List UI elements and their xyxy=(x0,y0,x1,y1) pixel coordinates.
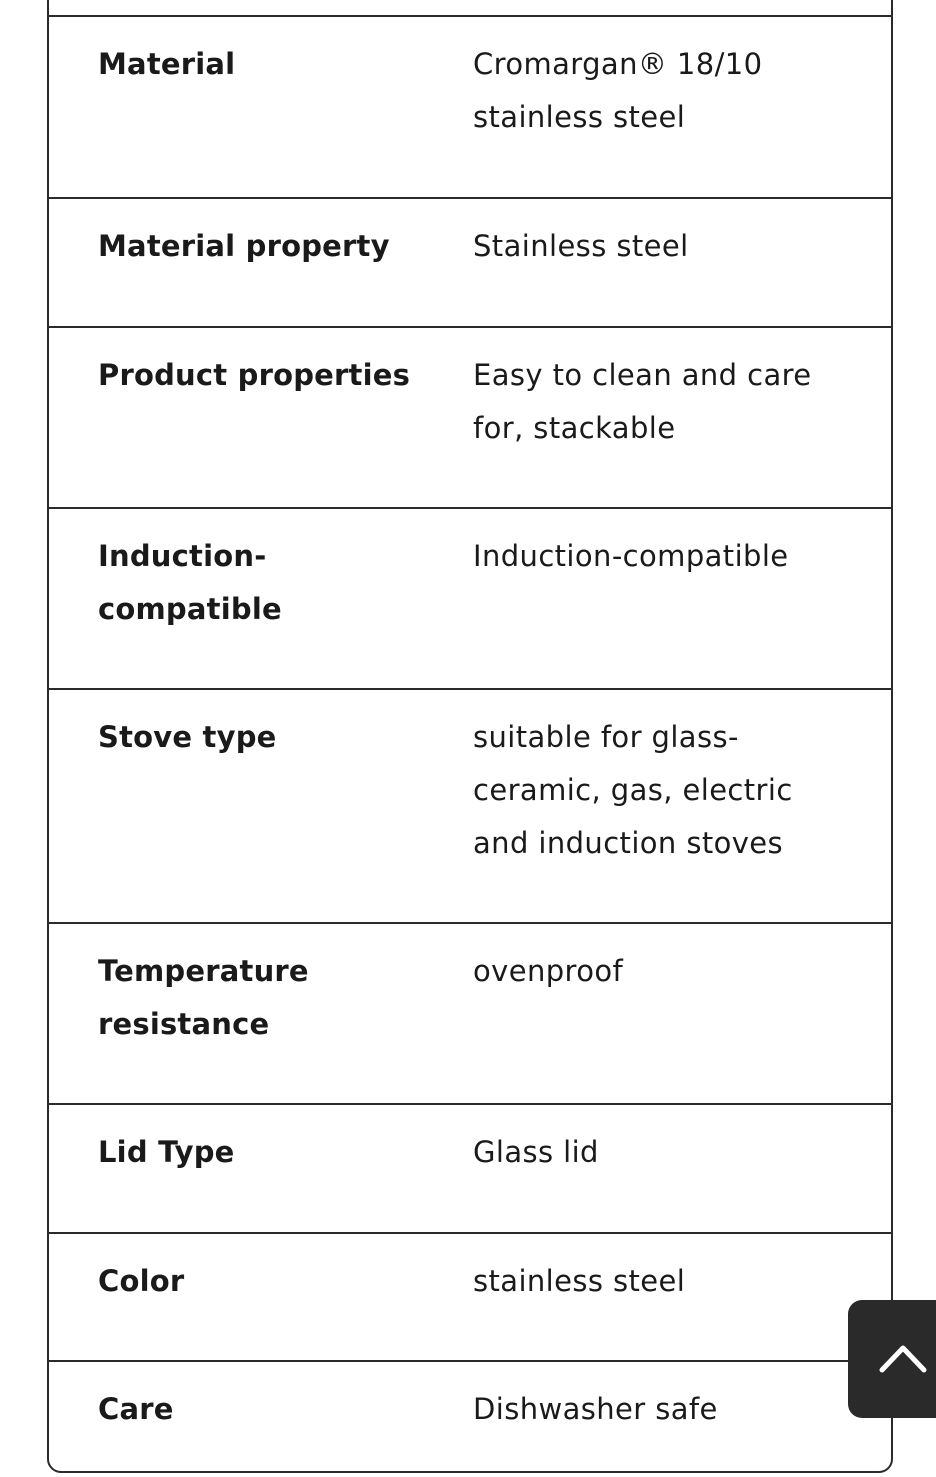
spec-label: Material property xyxy=(98,229,390,263)
spec-value: stainless steel xyxy=(473,1264,686,1298)
spec-table xyxy=(47,0,893,1473)
table-row xyxy=(49,326,891,509)
table-row xyxy=(49,1232,891,1362)
spec-label: Care xyxy=(98,1392,174,1426)
spec-label: Material xyxy=(98,47,236,81)
spec-value: Easy to clean and care for, stackable xyxy=(473,358,812,445)
chevron-up-icon xyxy=(878,1340,928,1374)
spec-label: Induction-compatible xyxy=(98,539,282,626)
spec-label: Lid Type xyxy=(98,1135,235,1169)
table-row xyxy=(49,1103,891,1233)
table-row xyxy=(49,922,891,1105)
spec-value: Dishwasher safe xyxy=(473,1392,718,1426)
spec-label: Temperature resistance xyxy=(98,954,309,1041)
spec-value: Stainless steel xyxy=(473,229,689,263)
spec-value: Glass lid xyxy=(473,1135,599,1169)
spec-value: ovenproof xyxy=(473,954,624,988)
spec-value: Cromargan® 18/10 stainless steel xyxy=(473,47,763,134)
spec-value: Induction-compatible xyxy=(473,539,789,573)
spec-label: Stove type xyxy=(98,720,277,754)
scroll-to-top-button[interactable] xyxy=(848,1300,936,1418)
spec-value: suitable for glass-ceramic, gas, electric and induction stoves xyxy=(473,720,793,860)
table-row xyxy=(49,507,891,690)
table-row xyxy=(49,1360,891,1473)
table-row xyxy=(49,688,891,924)
table-row xyxy=(49,15,891,198)
table-row xyxy=(49,197,891,327)
spec-label: Color xyxy=(98,1264,185,1298)
spec-label: Product properties xyxy=(98,358,411,392)
